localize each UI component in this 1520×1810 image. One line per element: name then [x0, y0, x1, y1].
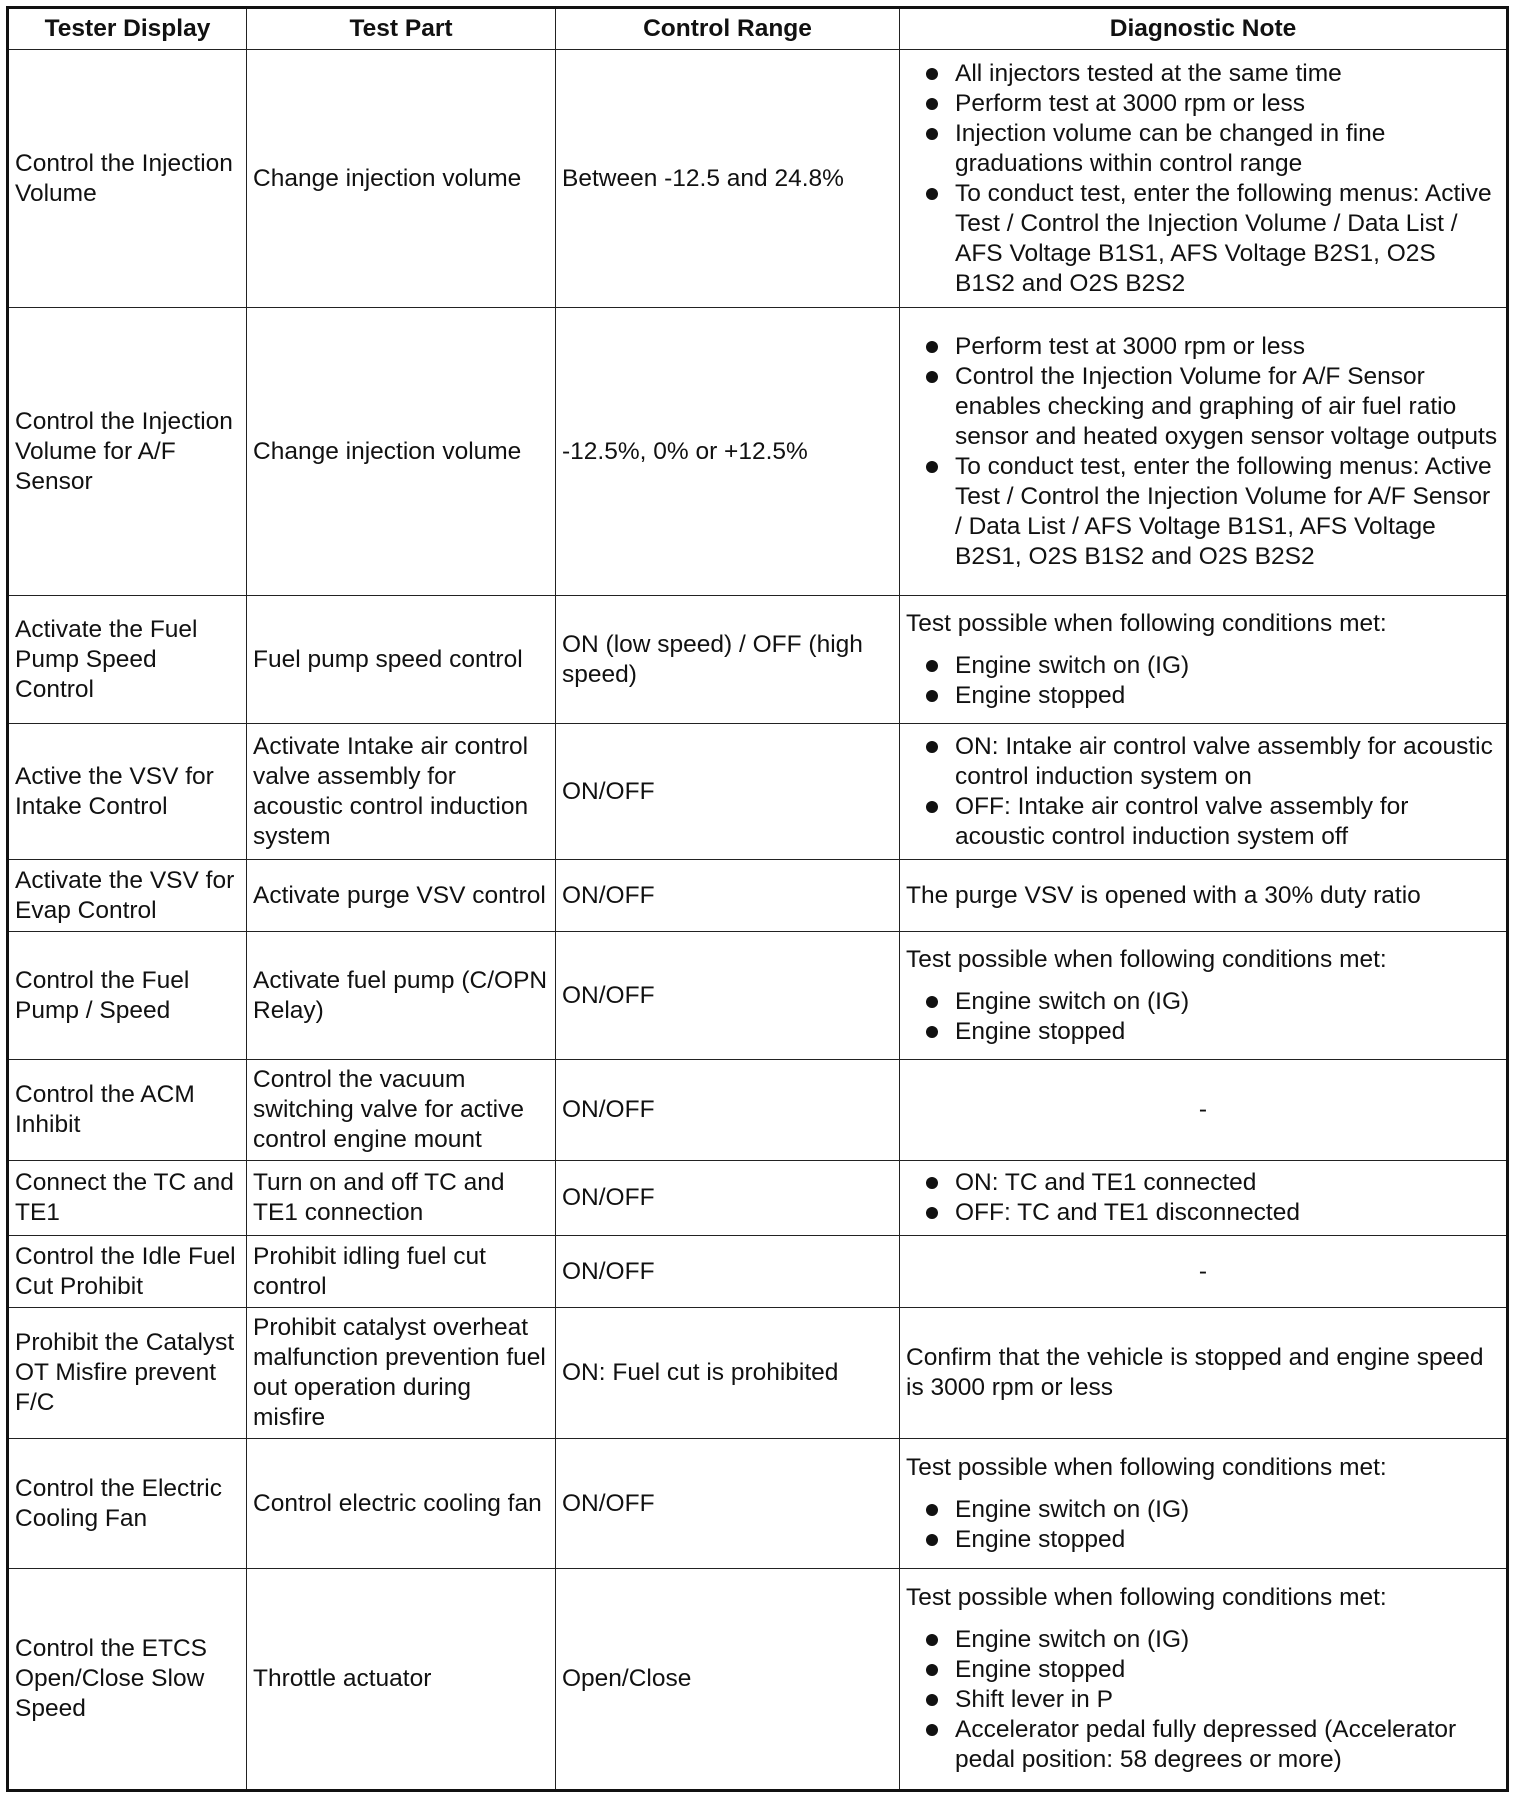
table-row — [8, 1236, 1508, 1308]
bullet-text: Engine switch on (IG) — [955, 651, 1190, 679]
diagnostic-note-cell — [900, 724, 1508, 860]
bullet-text: Engine stopped — [955, 1017, 1126, 1045]
bullet-dot-icon — [926, 68, 938, 80]
diagnostic-note-cell — [900, 596, 1508, 724]
control-range-cell: ON/OFF — [556, 860, 900, 932]
bullet-dot-icon — [926, 371, 938, 383]
note-bullet-item — [906, 179, 1500, 299]
bullet-text: ON: TC and TE1 connected — [955, 1169, 1257, 1196]
note-bullet-item — [906, 1625, 1500, 1655]
bullet-text: Engine switch on (IG) — [955, 1495, 1190, 1523]
diagnostic-note-cell — [900, 932, 1508, 1060]
table-row — [8, 1060, 1508, 1161]
diagnostic-note-cell — [900, 1161, 1508, 1236]
note-bullet-list — [906, 1495, 1500, 1555]
note-bullet-list — [906, 1168, 1500, 1228]
bullet-dot-icon — [926, 1504, 938, 1516]
tester-display-cell: Prohibit the Catalyst OT Misfire prevent F/C — [8, 1308, 247, 1439]
note-bullet-item — [906, 732, 1500, 792]
header-diagnostic-note: Diagnostic Note — [900, 8, 1508, 50]
table-row — [8, 1439, 1508, 1569]
test-part-cell: Activate Intake air control valve assembly for acoustic control induction system — [247, 724, 556, 860]
note-bullet-item — [906, 1655, 1500, 1685]
note-bullet-item — [906, 1198, 1500, 1228]
header-control-range: Control Range — [556, 8, 900, 50]
test-part-cell: Activate fuel pump (C/OPN Relay) — [247, 932, 556, 1060]
note-bullet-item — [906, 89, 1500, 119]
note-bullet-item — [906, 119, 1500, 179]
diagnostic-note-cell — [900, 1439, 1508, 1569]
bullet-dot-icon — [926, 98, 938, 110]
test-part-cell: Prohibit catalyst overheat malfunction prevention fuel out operation during misfire — [247, 1308, 556, 1439]
bullet-dot-icon — [926, 996, 938, 1008]
table-row — [8, 724, 1508, 860]
control-range-cell: ON (low speed) / OFF (high speed) — [556, 596, 900, 724]
note-bullet-list — [906, 59, 1500, 299]
note-bullet-item — [906, 792, 1500, 852]
control-range-cell: ON: Fuel cut is prohibited — [556, 1308, 900, 1439]
bullet-dot-icon — [926, 1026, 938, 1038]
note-text: Test possible when following conditions met: — [906, 1453, 1387, 1481]
control-range-cell: Between -12.5 and 24.8% — [556, 50, 900, 308]
diagnostic-note-cell — [900, 308, 1508, 596]
note-bullet-item — [906, 1685, 1500, 1715]
header-test-part: Test Part — [247, 8, 556, 50]
bullet-dot-icon — [926, 801, 938, 813]
tester-display-cell: Control the Electric Cooling Fan — [8, 1439, 247, 1569]
bullet-dot-icon — [926, 1534, 938, 1546]
control-range-cell: ON/OFF — [556, 1161, 900, 1236]
bullet-dot-icon — [926, 1634, 938, 1646]
bullet-text: Control the Injection Volume for A/F Sensor enables checking and graphing of air fuel ratio sensor and heated oxygen sensor voltage outputs — [955, 362, 1498, 450]
note-bullet-item — [906, 59, 1500, 89]
bullet-text: Engine stopped — [955, 1656, 1126, 1683]
diagnostic-note-cell — [900, 1236, 1508, 1308]
bullet-text: All injectors tested at the same time — [955, 59, 1342, 87]
bullet-text: OFF: TC and TE1 disconnected — [955, 1199, 1300, 1226]
tester-display-cell: Control the ACM Inhibit — [8, 1060, 247, 1161]
control-range-cell: -12.5%, 0% or +12.5% — [556, 308, 900, 596]
bullet-dot-icon — [926, 1724, 938, 1736]
bullet-text: Injection volume can be changed in fine graduations within control range — [955, 119, 1386, 177]
table-row — [8, 50, 1508, 308]
note-text: Confirm that the vehicle is stopped and engine speed is 3000 rpm or less — [906, 1344, 1484, 1401]
test-part-cell: Activate purge VSV control — [247, 860, 556, 932]
note-bullet-list — [906, 651, 1500, 711]
bullet-text: Perform test at 3000 rpm or less — [955, 332, 1305, 360]
table-row — [8, 1569, 1508, 1791]
note-bullet-item — [906, 651, 1500, 681]
bullet-text: Engine stopped — [955, 681, 1126, 709]
bullet-text: Shift lever in P — [955, 1686, 1113, 1713]
bullet-text: To conduct test, enter the following menus: Active Test / Control the Injection Volume for A/F Sensor / Data List / AFS Voltage B1S1, AFS Voltage B2S1, O2S B1S2 and O2S B2S2 — [955, 452, 1492, 570]
bullet-dot-icon — [926, 741, 938, 753]
note-bullet-list — [906, 332, 1500, 572]
bullet-dot-icon — [926, 1694, 938, 1706]
control-range-cell: ON/OFF — [556, 932, 900, 1060]
note-bullet-list — [906, 732, 1500, 852]
table-row — [8, 1161, 1508, 1236]
empty-note-dash: - — [1198, 1096, 1208, 1123]
bullet-dot-icon — [926, 690, 938, 702]
tester-display-cell: Control the ETCS Open/Close Slow Speed — [8, 1569, 247, 1791]
note-bullet-item — [906, 1168, 1500, 1198]
control-range-cell: ON/OFF — [556, 1060, 900, 1161]
bullet-text: Engine switch on (IG) — [955, 987, 1190, 1015]
test-part-cell: Control the vacuum switching valve for active control engine mount — [247, 1060, 556, 1161]
table-row — [8, 860, 1508, 932]
bullet-dot-icon — [926, 1207, 938, 1219]
control-range-cell: Open/Close — [556, 1569, 900, 1791]
note-text: The purge VSV is opened with a 30% duty ratio — [906, 881, 1421, 909]
test-part-cell: Change injection volume — [247, 308, 556, 596]
control-range-cell: ON/OFF — [556, 1236, 900, 1308]
diagnostic-note-cell — [900, 1569, 1508, 1791]
bullet-text: To conduct test, enter the following menus: Active Test / Control the Injection Volume / Data List / AFS Voltage B1S1, AFS Voltage B2S1, O2S B1S2 and O2S B2S2 — [955, 179, 1492, 297]
table-row — [8, 596, 1508, 724]
tester-display-cell: Control the Fuel Pump / Speed — [8, 932, 247, 1060]
control-range-cell: ON/OFF — [556, 1439, 900, 1569]
diagnostic-note-cell — [900, 1060, 1508, 1161]
note-bullet-item — [906, 681, 1500, 711]
test-part-cell: Change injection volume — [247, 50, 556, 308]
bullet-dot-icon — [926, 128, 938, 140]
note-bullet-item — [906, 1495, 1500, 1525]
bullet-dot-icon — [926, 461, 938, 473]
note-bullet-item — [906, 1017, 1500, 1047]
test-part-cell: Fuel pump speed control — [247, 596, 556, 724]
note-bullet-item — [906, 332, 1500, 362]
tester-display-cell: Control the Injection Volume for A/F Sensor — [8, 308, 247, 596]
bullet-dot-icon — [926, 1177, 938, 1189]
note-text: Test possible when following conditions met: — [906, 1584, 1387, 1611]
bullet-dot-icon — [926, 1664, 938, 1676]
note-bullet-item — [906, 1525, 1500, 1555]
bullet-text: Perform test at 3000 rpm or less — [955, 89, 1305, 117]
diagnostic-note-cell — [900, 1308, 1508, 1439]
bullet-dot-icon — [926, 341, 938, 353]
table-body — [8, 50, 1508, 1791]
note-bullet-item — [906, 362, 1500, 452]
note-bullet-item — [906, 452, 1500, 572]
control-range-cell: ON/OFF — [556, 724, 900, 860]
note-text: Test possible when following conditions met: — [906, 945, 1387, 973]
bullet-text: Engine switch on (IG) — [955, 1626, 1190, 1653]
diagnostic-table — [6, 6, 1509, 1792]
note-bullet-item — [906, 1715, 1500, 1775]
bullet-text: Engine stopped — [955, 1525, 1126, 1553]
table-row — [8, 932, 1508, 1060]
tester-display-cell: Connect the TC and TE1 — [8, 1161, 247, 1236]
tester-display-cell: Control the Injection Volume — [8, 50, 247, 308]
test-part-cell: Turn on and off TC and TE1 connection — [247, 1161, 556, 1236]
tester-display-cell: Control the Idle Fuel Cut Prohibit — [8, 1236, 247, 1308]
table-row — [8, 308, 1508, 596]
header-row — [8, 8, 1508, 50]
bullet-dot-icon — [926, 660, 938, 672]
tester-display-cell: Activate the Fuel Pump Speed Control — [8, 596, 247, 724]
test-part-cell: Control electric cooling fan — [247, 1439, 556, 1569]
diagnostic-note-cell — [900, 50, 1508, 308]
empty-note-dash: - — [1198, 1257, 1208, 1285]
note-bullet-item — [906, 987, 1500, 1017]
bullet-text: OFF: Intake air control valve assembly for acoustic control induction system off — [955, 792, 1409, 850]
test-part-cell: Throttle actuator — [247, 1569, 556, 1791]
bullet-text: Accelerator pedal fully depressed (Accelerator pedal position: 58 degrees or more) — [955, 1716, 1457, 1773]
bullet-dot-icon — [926, 188, 938, 200]
note-bullet-list — [906, 1625, 1500, 1775]
header-tester-display: Tester Display — [8, 8, 247, 50]
note-bullet-list — [906, 987, 1500, 1047]
diagnostic-note-cell — [900, 860, 1508, 932]
test-part-cell: Prohibit idling fuel cut control — [247, 1236, 556, 1308]
tester-display-cell: Active the VSV for Intake Control — [8, 724, 247, 860]
note-text: Test possible when following conditions met: — [906, 609, 1387, 637]
tester-display-cell: Activate the VSV for Evap Control — [8, 860, 247, 932]
table-row — [8, 1308, 1508, 1439]
bullet-text: ON: Intake air control valve assembly for acoustic control induction system on — [955, 732, 1493, 790]
